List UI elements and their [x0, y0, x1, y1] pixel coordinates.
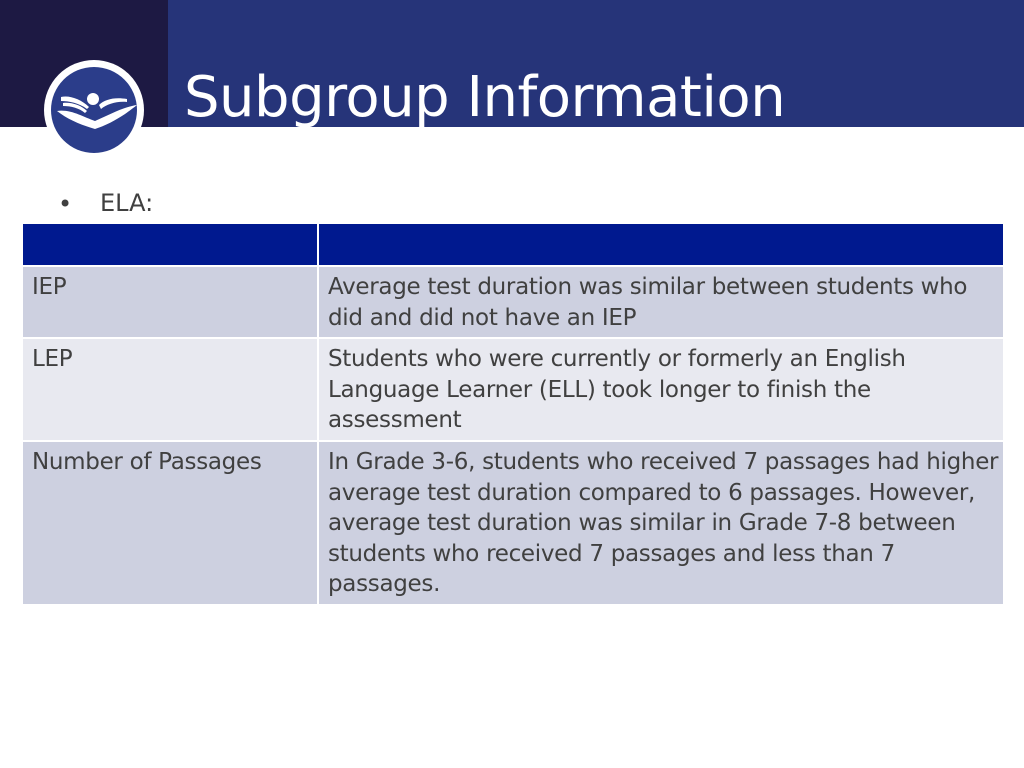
subgroup-cell: LEP — [22, 338, 318, 441]
table-row — [22, 441, 1004, 605]
bullet-icon: • — [58, 190, 73, 218]
subgroup-table — [21, 224, 1005, 606]
description-cell: Students who were currently or formerly an English Language Learner (ELL) took longer to finish the assessment — [318, 338, 1004, 441]
subgroup-cell: IEP — [22, 266, 318, 338]
bullet-text: ELA: — [100, 189, 154, 217]
subgroup-cell: Number of Passages — [22, 441, 318, 605]
description-cell: In Grade 3-6, students who received 7 passages had higher average test duration compared to 6 passages. However, average test duration was similar in Grade 7-8 between students who received 7 passages and less than 7 passages. — [318, 441, 1004, 605]
page-title: Subgroup Information — [184, 65, 786, 130]
table-header-cell-subgroup — [22, 224, 318, 266]
table-row — [22, 266, 1004, 338]
table-row — [22, 338, 1004, 441]
table-header-row — [22, 224, 1004, 266]
description-cell: Average test duration was similar between students who did and did not have an IEP — [318, 266, 1004, 338]
reader-book-logo-icon — [43, 59, 145, 161]
table-header-cell-description — [318, 224, 1004, 266]
